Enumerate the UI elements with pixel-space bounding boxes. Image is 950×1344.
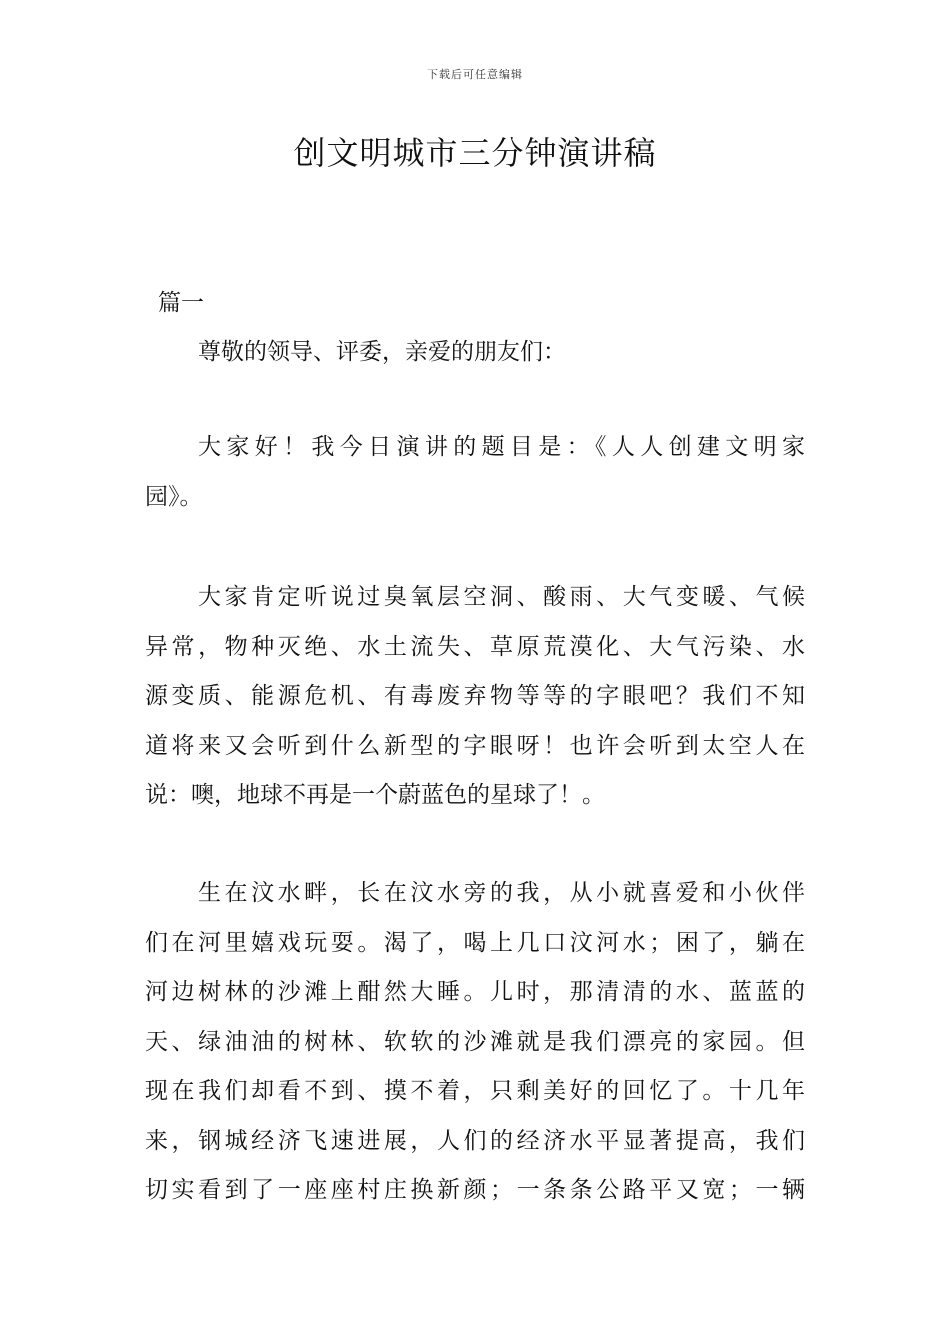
paragraph-line: 生在汶水畔，长在汶水旁的我，从小就喜爱和小伙伴 xyxy=(198,880,805,906)
paragraph-line: 现在我们却看不到、摸不着，只剩美好的回忆了。十几年 xyxy=(145,1078,805,1104)
document-title: 创文明城市三分钟演讲稿 xyxy=(293,134,657,172)
body-paragraph-1 xyxy=(145,423,805,522)
greeting-paragraph xyxy=(145,328,805,378)
paragraph-line: 切实看到了一座座村庄换新颜；一条条公路平又宽；一辆 xyxy=(145,1177,805,1203)
paragraph-line: 园》。 xyxy=(145,483,203,510)
paragraph-line: 们在河里嬉戏玩耍。渴了，喝上几口汶河水；困了，躺在 xyxy=(145,929,805,956)
paragraph-line: 异常，物种灭绝、水土流失、草原荒漠化、大气污染、水 xyxy=(145,633,805,660)
paragraph-line: 说：噢，地球不再是一个蔚蓝色的星球了！。 xyxy=(145,782,605,808)
paragraph-line: 天、绿油油的树林、软软的沙滩就是我们漂亮的家园。但 xyxy=(145,1028,805,1055)
section-label: 篇一 xyxy=(158,290,204,316)
paragraph-line: 大家好！我今日演讲的题目是：《人人创建文明家 xyxy=(198,434,805,460)
page-header-note: 下载后可任意编辑 xyxy=(427,68,523,81)
paragraph-line: 大家肯定听说过臭氧层空洞、酸雨、大气变暖、气候 xyxy=(198,584,805,610)
paragraph-line: 道将来又会听到什么新型的字眼呀！也许会听到太空人在 xyxy=(145,732,805,759)
greeting-line: 尊敬的领导、评委，亲爱的朋友们： xyxy=(198,339,566,365)
body-paragraph-3 xyxy=(145,869,805,1216)
paragraph-line: 河边树林的沙滩上酣然大睡。儿时，那清清的水、蓝蓝的 xyxy=(145,979,805,1005)
paragraph-line: 来，钢城经济飞速进展，人们的经济水平显著提高，我们 xyxy=(145,1127,805,1154)
paragraph-line: 源变质、能源危机、有毒废弃物等等的字眼吧？我们不知 xyxy=(145,683,805,709)
body-paragraph-2 xyxy=(145,573,805,821)
